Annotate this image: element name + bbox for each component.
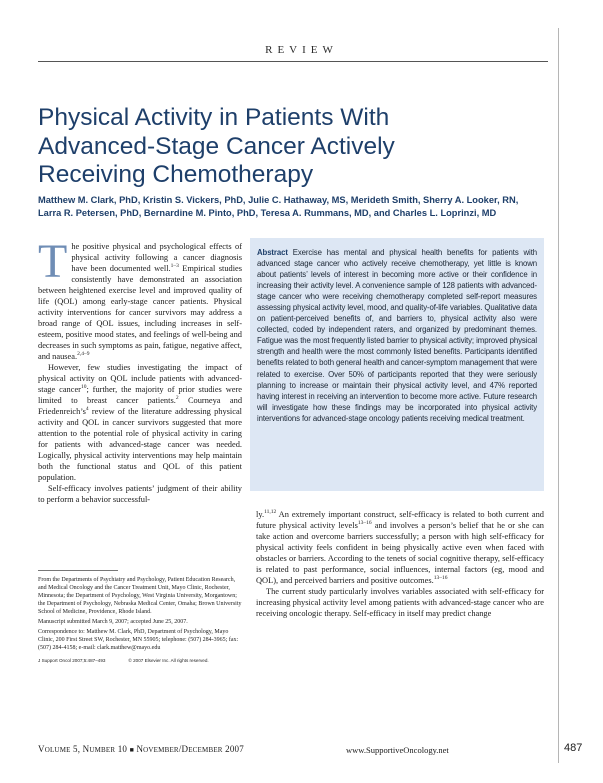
paragraph-text: ; further, the majority of prior studies were limited to breast cancer patients. (38, 385, 242, 405)
author-line-1: Matthew M. Clark, PhD, Kristin S. Vickers, PhD, Julie C. Hathaway, MS, Merideth Smith, Sherry A. Looker, RN, (38, 195, 519, 205)
body-paragraph (256, 586, 544, 619)
paragraph-text: he positive physical and psychological effects of physical activity following a cancer diagnosis have been documented well. (71, 242, 242, 273)
title-line-2: Advanced-Stage Cancer Actively (38, 132, 395, 160)
month-label: ECEMBER (188, 746, 223, 754)
citation: 4 (85, 406, 89, 413)
body-paragraph (38, 483, 242, 505)
copyright-notice: © 2007 Elsevier Inc. All rights reserved. (128, 658, 209, 663)
correspondence-note: Correspondence to: Matthew M. Clark, PhD, Department of Psychology, Mayo Clinic, 200 First Street SW, Rochester, MN 55905; telephone: (507) 284-3965; fax: (507) 284-4158; e-mail: clark.matthew@mayo.edu (38, 629, 239, 651)
submission-note: Manuscript submitted March 9, 2007; accepted June 25, 2007. (38, 619, 188, 625)
month-slash: / (178, 744, 182, 754)
footnote-rule (38, 570, 118, 571)
month-cap: N (134, 744, 144, 754)
margin-rule (558, 28, 559, 763)
number-cap: N (82, 744, 90, 754)
page-number: 487 (564, 742, 583, 754)
drop-cap: T (38, 235, 68, 288)
paragraph-text: However, few studies investigating the impact of physical activity on QOL include patients with advanced-stage cancer (38, 363, 242, 394)
citation: 13–16 (433, 575, 448, 582)
title-line-1: Physical Activity in Patients With (38, 104, 390, 131)
citation: 1–3 (170, 263, 179, 270)
journal-citation-line (38, 657, 242, 665)
volume-cap: V (38, 744, 45, 754)
footnotes (38, 576, 242, 667)
title-line-3: Receiving Chemotherapy (38, 161, 314, 188)
author-list (38, 194, 553, 220)
citation: 2 (175, 395, 179, 402)
paragraph-text: Courneya and Friedenreich’s (38, 396, 243, 416)
issue-year: 2007 (222, 744, 244, 754)
journal-reference: J Support Oncol 2007;5:487–493 (38, 658, 106, 663)
section-label: REVIEW (265, 44, 338, 56)
body-column-left (38, 235, 243, 505)
volume-number: 5, (70, 744, 83, 754)
journal-url[interactable]: www.SupportiveOncology.net (346, 745, 449, 755)
body-paragraph (38, 362, 242, 483)
intro-paragraph (38, 235, 243, 362)
abstract-heading: Abstract (257, 248, 288, 257)
paragraph-text: An extremely important construct, self-efficacy is related to both current and future physical activity levels (256, 510, 544, 530)
paragraph-text: The current study particularly involves variables associated with self-efficacy for increasing physical activity level among patients with advanced-stage cancer who are receiving oncologic therapy. Self-efficacy in itself may predict change (256, 587, 544, 618)
issue-number: 10 (115, 744, 130, 754)
body-paragraph (256, 509, 544, 586)
paragraph-text: Empirical studies consistently have demonstrated an association between heightened exercise level and improved quality of life (QOL) among early-stage cancer patients. Physical activity interventions for cancer survivors may address a broad range of QOL issues, including increases in self-esteem, positive mood states, and feelings of well-being and decreases in such symptoms as pain, fatigue, negative affect, and nausea. (38, 264, 243, 361)
citation: 11,12 (264, 509, 277, 516)
author-line-2: Larra R. Petersen, PhD, Bernardine M. Pinto, PhD, Teresa A. Rummans, MD, and Charles L. Loprinzi, MD (38, 208, 497, 218)
number-label: UMBER (89, 746, 116, 754)
month-label: OVEMBER (143, 746, 179, 754)
abstract-text: Exercise has mental and physical health benefits for patients with advanced stage cancer who actively receive chemotherapy, yet little is known about patients’ levels of interest in becoming more active or their confidence in increasing their activity level. A convenience sample of 128 patients with advanced-stage cancer who were receiving chemotherapy completed self-report measures assessing physical activity level, mood, and quality-of-life variables. Qualitative data on patient-perceived benefits of, and barriers to, physical activity also were collected, coded by independent raters, and organized by predominant themes. Fatigue was the most frequently listed barrier to physical activity; improved physical strength and health were the most commonly listed benefits. Participants identified benefits related to both general health and cancer-symptom management that were related to exercise. Over 50% of participants reported that they were seriously planning to increase or maintain their physical activity level, and 47% reported having interest in receiving an intervention to become more active. Future research will investigate how these findings may be incorporated into physical activity interventions for advanced-stage oncology patients receiving medical treatment. (257, 248, 537, 423)
article-title (38, 104, 558, 190)
paragraph-text: review of the literature addressing physical activity and QOL in cancer survivors suggested that more attention to the potential role of physical activity in caring for patients with advanced-stage cancer was needed. Logically, physical activity interventions may help maintain both the functional status and QOL of this patient population. (38, 407, 242, 482)
citation: 13–16 (357, 520, 372, 527)
volume-label: OLUME (44, 746, 71, 754)
month-cap: D (181, 744, 189, 754)
paragraph-text: ly. (256, 510, 265, 519)
paragraph-text: and involves a person’s belief that he or she can take action and overcome barriers successfully; a person with high self-efficacy for physical activity feels confident in being physically active even when faced with obstacles or barriers. According to the tenets of social cognitive therapy, self-efficacy is related to past performance, social influences, internal factors (eg, mood and QOL), and perceived barriers and positive outcomes. (256, 521, 544, 585)
footer-issue-info (38, 744, 244, 754)
abstract-box (250, 238, 544, 491)
affiliations-note: From the Departments of Psychiatry and Psychology, Patient Education Research, and Medical Oncology and the Cancer Treatment Unit, Mayo Clinic, Rochester, Minnesota; the Department of Psychology, West Virginia University, Morgantown; the Department of Psychology, Nebraska Medical Center, Omaha; Brown University School of Medicine, Providence, Rhode Island. (38, 577, 242, 615)
citation: 10 (80, 384, 87, 391)
header-rule (38, 61, 548, 62)
separator-square-icon: ■ (129, 746, 135, 754)
body-column-right (256, 509, 544, 619)
paragraph-text: Self-efficacy involves patients’ judgment of their ability to perform a behavior successful- (38, 484, 242, 504)
citation: 2,4–9 (77, 351, 90, 358)
